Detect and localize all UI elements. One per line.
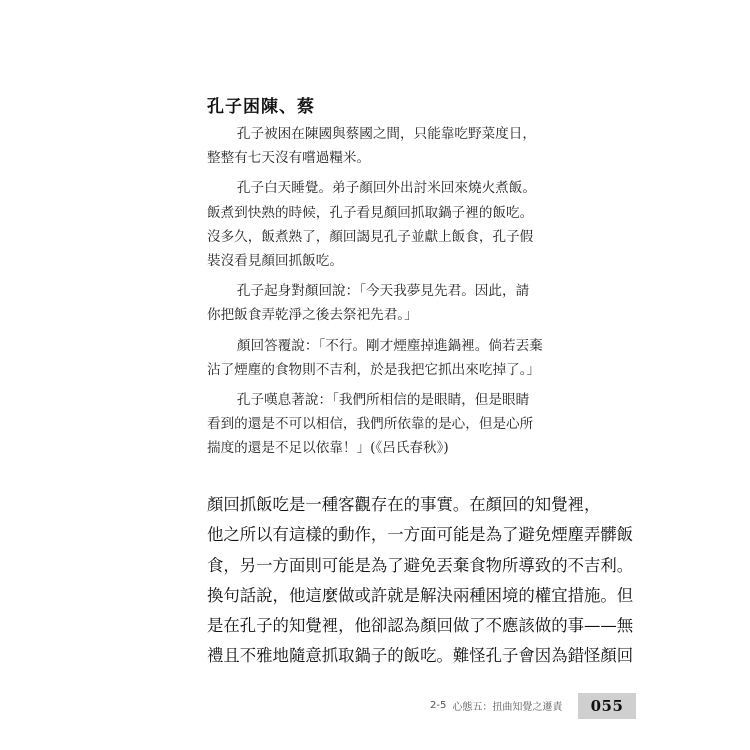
excerpt-paragraph: 孔子嘆息著說：「我們所相信的是眼睛，但是眼睛 看到的還是不可以相信，我們所依靠的是心，但是心所 揣度的還是不足以依靠！」(《呂氏春秋》) (207, 392, 534, 457)
footer-chapter-title: 心態五：扭曲知覺之遷責 (452, 701, 563, 713)
body-line: 顏回抓飯吃是一種客觀存在的事實。在顏回的知覺裡， (207, 495, 601, 514)
excerpt-paragraph: 孔子起身對顏回說：「今天我夢見先君。因此，請 你把飯食弄乾淨之後去祭祀先君。」 (207, 283, 530, 324)
body-line: 他之所以有這樣的動作，一方面可能是為了避免煙塵弄髒飯 (207, 525, 634, 545)
section-heading: 孔子困陳、蔡 (207, 97, 315, 117)
excerpt-paragraph: 孔子被困在陳國與蔡國之間，只能靠吃野菜度日， 整整有七天沒有嚐過糧米。 (207, 126, 536, 167)
running-footer (430, 695, 562, 715)
page-number: 055 (590, 697, 624, 715)
body-line: 禮且不雅地隨意抓取鍋子的飯吃。難怪孔子會因為錯怪顏回 (207, 646, 634, 666)
page-number-tab (578, 693, 636, 719)
excerpt-paragraph: 孔子白天睡覺。弟子顏回外出討米回來燒火煮飯。 飯煮到快熟的時候，孔子看見顏回抓取鍋子裡的飯吃。 沒多久，飯煮熟了，顏回謁見孔子並獻上飯食，孔子假 裝沒看見顏回抓飯吃。 (207, 180, 536, 270)
body-paragraph (207, 490, 634, 672)
body-line: 換句話說，他這麼做或許就是解決兩種困境的權宜措施。但 (207, 585, 634, 605)
excerpt-paragraph: 顏回答覆說：「不行。剛才煙塵掉進鍋裡。倘若丟棄 沾了煙塵的食物則不吉利，於是我把它抓出來吃掉了。」 (207, 337, 543, 378)
body-line: 是在孔子的知覺裡，他卻認為顏回做了不應該做的事——無 (207, 616, 634, 636)
body-line: 食，另一方面則可能是為了避免丟棄食物所導致的不吉利。 (207, 555, 634, 575)
quoted-excerpt (207, 122, 567, 467)
footer-section-number: 2-5 (430, 699, 447, 711)
